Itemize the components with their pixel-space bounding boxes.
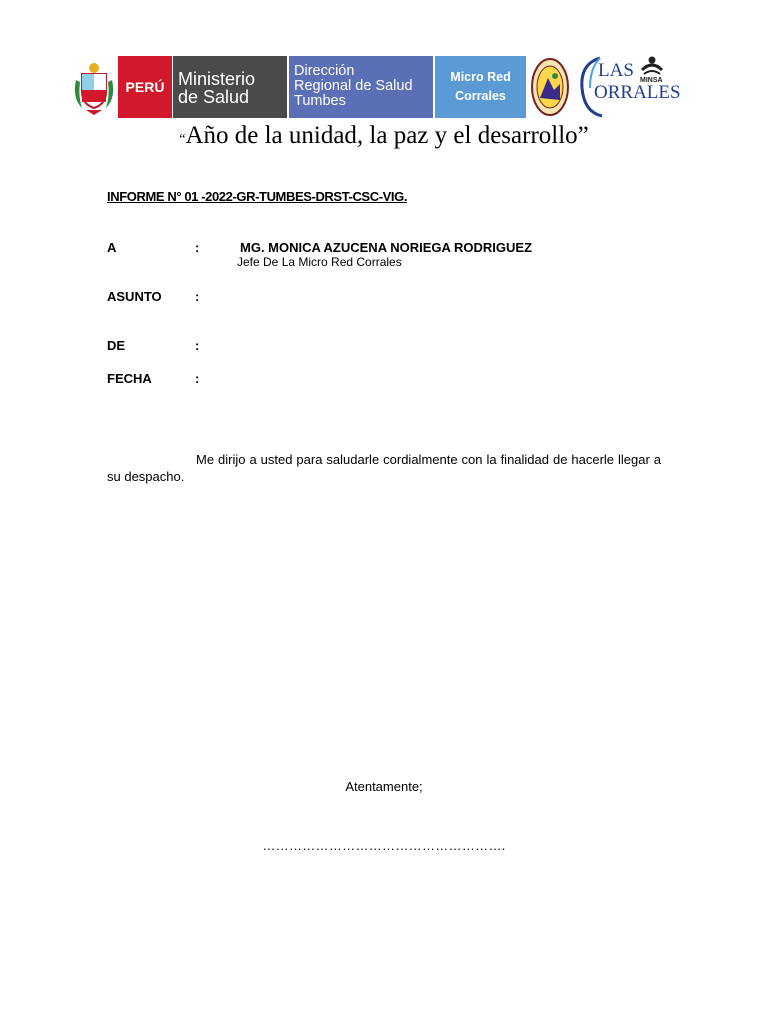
to-separator: : bbox=[195, 240, 200, 255]
direccion-regional-logo bbox=[289, 56, 433, 118]
peru-label: PERÚ bbox=[125, 79, 165, 95]
peru-flag-block bbox=[118, 56, 172, 118]
year-motto bbox=[0, 122, 768, 150]
recipient-title: Jefe De La Micro Red Corrales bbox=[237, 255, 402, 269]
minsa-line-1: Ministerio bbox=[178, 69, 256, 89]
peru-coat-of-arms-icon bbox=[72, 58, 116, 116]
direccion-line-2: Regional de Salud bbox=[294, 78, 413, 94]
motto-text: Año de la unidad, la paz y el desarrollo bbox=[185, 122, 578, 149]
subject-separator: : bbox=[195, 289, 200, 304]
microred-line-2: Corrales bbox=[455, 89, 506, 103]
date-separator: : bbox=[195, 371, 200, 386]
from-separator: : bbox=[195, 338, 200, 353]
recipient-name: MG. MONICA AZUCENA NORIEGA RODRIGUEZ bbox=[240, 240, 533, 255]
ministerio-de-salud-logo bbox=[173, 56, 287, 118]
letter-body-text: Me dirijo a usted para saludarle cordialmente con la finalidad de hacerle llegar a su despacho. bbox=[107, 452, 661, 484]
minsa-line-2: de Salud bbox=[178, 87, 250, 107]
minsa-small-text: MINSA bbox=[640, 77, 663, 84]
motto-close-quote: ” bbox=[577, 122, 589, 149]
direccion-line-3: Tumbes bbox=[294, 93, 346, 109]
date-label: FECHA bbox=[107, 371, 152, 386]
motto-open-quote: “ bbox=[179, 132, 186, 147]
closing-text: Atentamente; bbox=[345, 779, 423, 794]
clas-corrales-logo bbox=[578, 54, 681, 118]
to-label: A bbox=[107, 240, 117, 255]
corrales-emblem-icon bbox=[530, 56, 570, 118]
microred-line-1: Micro Red bbox=[450, 70, 511, 84]
subject-label: ASUNTO bbox=[107, 289, 162, 304]
from-label: DE bbox=[107, 338, 126, 353]
clas-top-text: LAS bbox=[598, 60, 634, 81]
letter-body bbox=[107, 451, 661, 485]
micro-red-corrales-logo bbox=[435, 56, 526, 118]
direccion-line-1: Dirección bbox=[294, 63, 355, 79]
report-reference: INFORME N° 01 -2022-GR-TUMBES-DRST-CSC-VIG. bbox=[107, 189, 408, 204]
clas-bottom-text: ORRALES bbox=[594, 82, 681, 103]
signature-line: ………………………………………………. bbox=[262, 838, 506, 853]
